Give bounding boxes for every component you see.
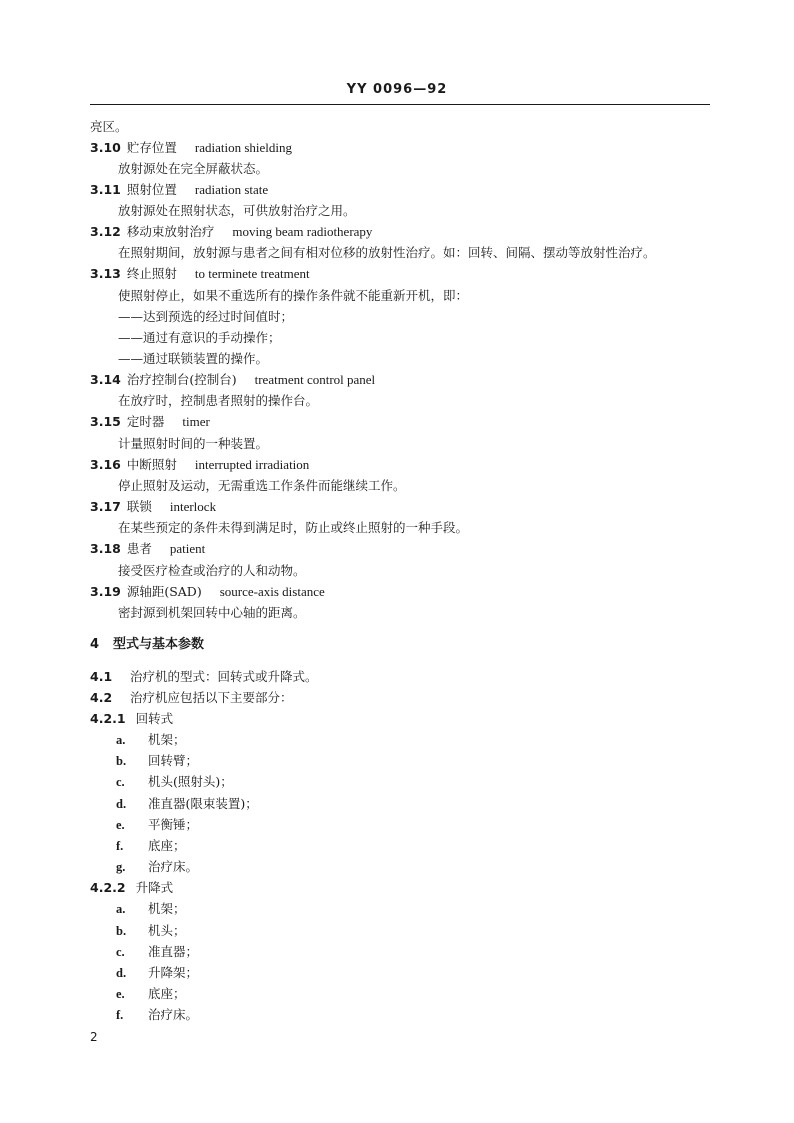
definition-body: 使照射停止，如果不重选所有的操作条件就不能重新开机，即： [118, 288, 469, 303]
subclause-title: 回转式 [135, 711, 174, 726]
term-en: source-axis distance [219, 584, 325, 599]
list-label: g. [116, 860, 126, 874]
list-text: 治疗床。 [148, 1007, 199, 1022]
page-number: 2 [90, 1030, 98, 1044]
term-en: radiation state [194, 182, 269, 197]
clause [90, 690, 293, 706]
list-item [116, 1007, 198, 1023]
subclause-heading [90, 880, 173, 896]
list-text: 底座； [148, 838, 186, 853]
list-text: 机头(照射头)； [148, 774, 233, 789]
clause-number: 4.2.1 [90, 711, 126, 726]
list-item [116, 901, 186, 917]
definition-heading [90, 224, 372, 240]
definition-heading [90, 140, 292, 156]
term-en: timer [182, 414, 210, 429]
list-label: e. [116, 987, 125, 1001]
list-item [116, 838, 186, 854]
list-label: a. [116, 902, 126, 916]
document-code-header: YY 0096—92 [346, 82, 448, 97]
list-item [116, 923, 186, 939]
clause-number: 3.15 [90, 414, 121, 429]
definition-body: 接受医疗检查或治疗的人和动物。 [118, 563, 306, 578]
definition-body: 密封源到机架回转中心轴的距离。 [118, 605, 306, 620]
section-number: 4 [90, 637, 100, 652]
list-label: d. [116, 966, 127, 980]
clause-number: 3.11 [90, 182, 121, 197]
term-en: radiation shielding [194, 140, 292, 155]
list-label: c. [116, 945, 125, 959]
definition-body: 在某些预定的条件未得到满足时，防止或终止照射的一种手段。 [118, 520, 469, 535]
definition-body: 在放疗时，控制患者照射的操作台。 [118, 393, 319, 408]
definition-bullet: ——达到预选的经过时间值时； [118, 309, 294, 324]
list-text: 机架； [148, 901, 186, 916]
definition-body: 在照射期间，放射源与患者之间有相对位移的放射性治疗。如：回转、间隔、摆动等放射性治疗。 [118, 245, 656, 260]
clause-text: 治疗机应包括以下主要部分： [130, 690, 293, 705]
term-en: moving beam radiotherapy [232, 224, 373, 239]
term-zh: 患者 [126, 541, 152, 556]
definition-body: 放射源处在照射状态，可供放射治疗之用。 [118, 203, 356, 218]
clause-text: 治疗机的型式：回转式或升降式。 [130, 669, 318, 684]
term-en: interlock [169, 499, 217, 514]
definition-body: 计量照射时间的一种装置。 [118, 436, 269, 451]
list-item [116, 817, 198, 833]
list-item [116, 796, 258, 812]
definition-heading [90, 499, 216, 515]
definition-bullet: ——通过联锁装置的操作。 [118, 351, 269, 366]
list-text: 底座； [148, 986, 186, 1001]
list-item [116, 774, 233, 790]
definition-body: 放射源处在完全屏蔽状态。 [118, 161, 269, 176]
definition-bullet: ——通过有意识的手动操作； [118, 330, 281, 345]
list-label: f. [116, 1008, 124, 1022]
clause-number: 3.14 [90, 372, 121, 387]
term-en: patient [169, 541, 206, 556]
definition-body: 停止照射及运动，无需重选工作条件而能继续工作。 [118, 478, 406, 493]
subclause-heading [90, 711, 173, 727]
list-item [116, 965, 198, 981]
clause-number: 4.2.2 [90, 880, 126, 895]
list-label: b. [116, 924, 127, 938]
clause-number: 3.13 [90, 266, 121, 281]
definition-heading [90, 372, 375, 388]
list-label: c. [116, 775, 125, 789]
list-text: 回转臂； [148, 753, 199, 768]
definition-heading [90, 266, 310, 282]
list-label: b. [116, 754, 127, 768]
clause [90, 669, 318, 685]
term-zh: 中断照射 [126, 457, 177, 472]
clause-number: 3.16 [90, 457, 121, 472]
definition-heading [90, 182, 268, 198]
list-item [116, 732, 186, 748]
list-text: 治疗床。 [148, 859, 199, 874]
clause-number: 3.12 [90, 224, 121, 239]
term-en: to terminete treatment [194, 266, 310, 281]
term-zh: 联锁 [126, 499, 152, 514]
list-label: d. [116, 797, 127, 811]
term-zh: 移动束放射治疗 [126, 224, 215, 239]
term-en: interrupted irradiation [194, 457, 310, 472]
term-en: treatment control panel [254, 372, 376, 387]
list-item [116, 944, 198, 960]
list-label: e. [116, 818, 125, 832]
definition-heading [90, 457, 309, 473]
clause-number: 3.10 [90, 140, 121, 155]
clause-number: 4.2 [90, 690, 113, 705]
term-zh: 治疗控制台(控制台) [126, 372, 237, 387]
term-zh: 定时器 [126, 414, 165, 429]
list-text: 升降架； [148, 965, 199, 980]
clause-number: 3.17 [90, 499, 121, 514]
list-text: 机架； [148, 732, 186, 747]
header-rule [90, 104, 710, 105]
list-item [116, 753, 198, 769]
list-item [116, 986, 186, 1002]
list-label: f. [116, 839, 124, 853]
list-text: 准直器(限束装置)； [148, 796, 258, 811]
term-zh: 照射位置 [126, 182, 177, 197]
definition-heading [90, 541, 205, 557]
clause-number: 4.1 [90, 669, 113, 684]
term-zh: 源轴距(SAD) [126, 584, 202, 599]
section-heading [90, 637, 204, 653]
list-text: 准直器； [148, 944, 199, 959]
list-text: 机头； [148, 923, 186, 938]
term-zh: 贮存位置 [126, 140, 177, 155]
definition-heading [90, 584, 325, 600]
section-title: 型式与基本参数 [113, 637, 205, 652]
subclause-title: 升降式 [135, 880, 174, 895]
term-zh: 终止照射 [126, 266, 177, 281]
clause-number: 3.18 [90, 541, 121, 556]
clause-number: 3.19 [90, 584, 121, 599]
list-text: 平衡锤； [148, 817, 199, 832]
continued-text: 亮区。 [90, 119, 128, 134]
definition-heading [90, 414, 210, 430]
list-label: a. [116, 733, 126, 747]
list-item [116, 859, 198, 875]
